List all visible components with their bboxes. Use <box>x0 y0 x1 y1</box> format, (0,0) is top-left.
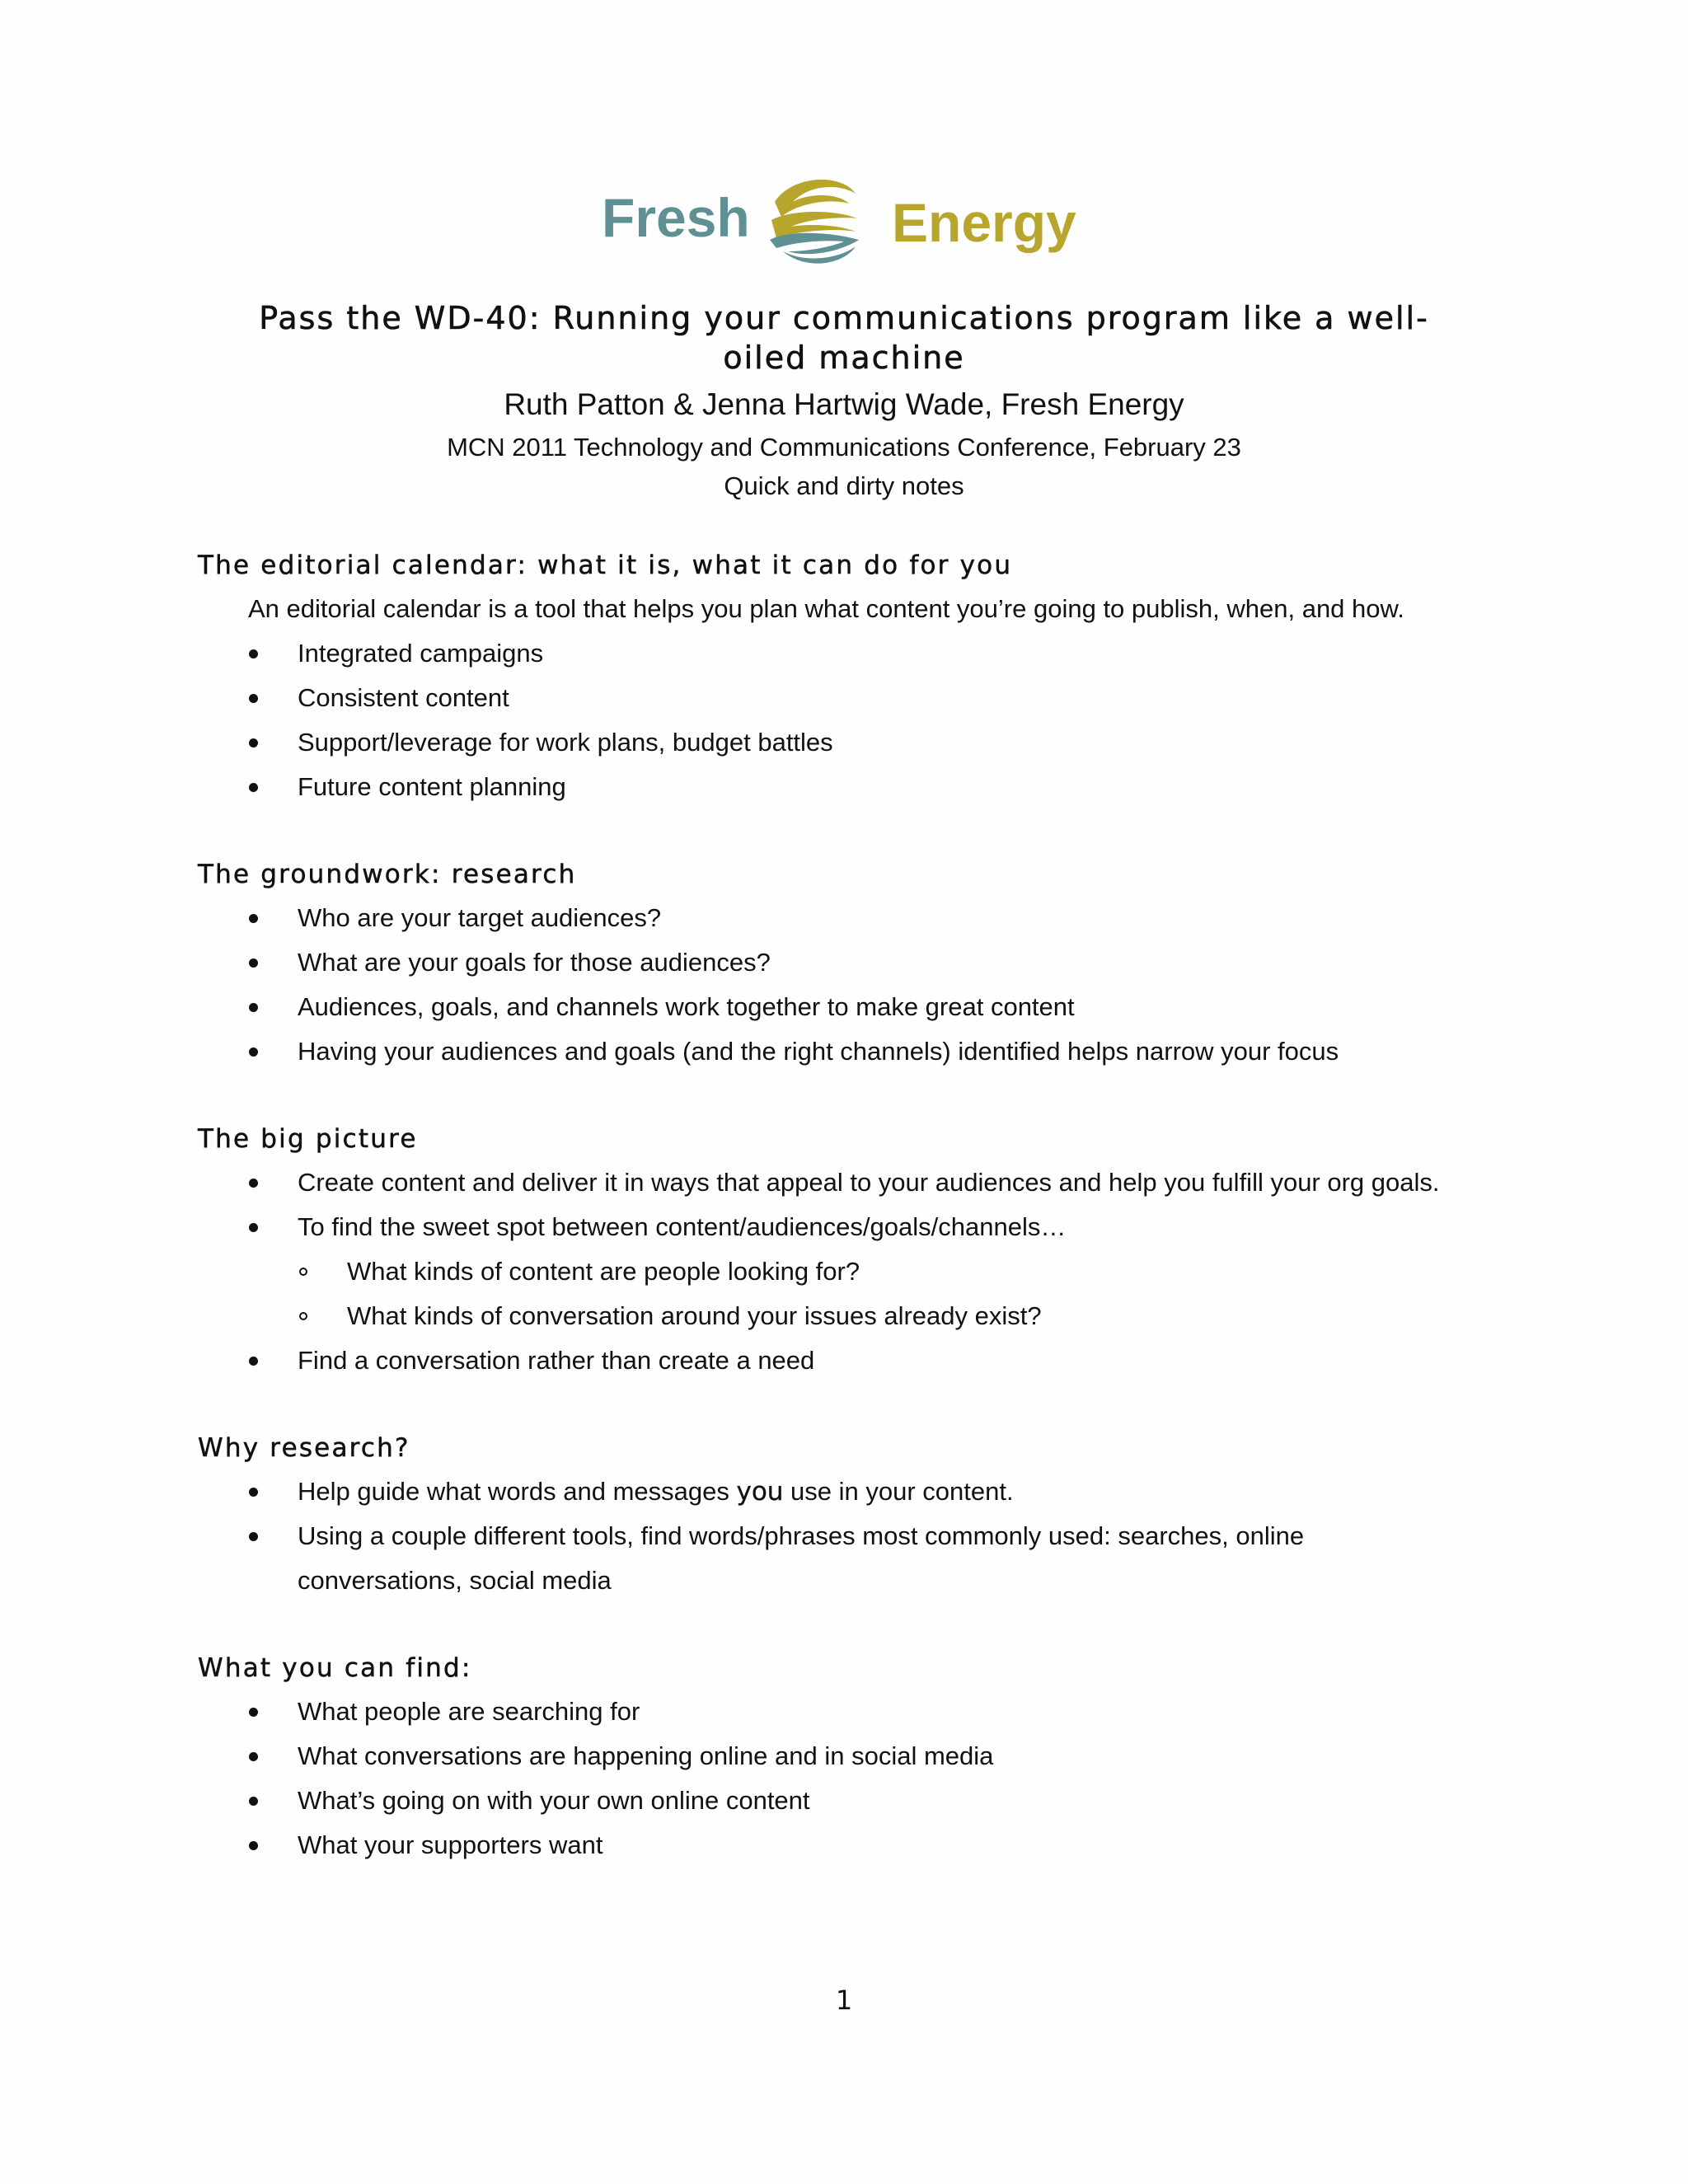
section-why-research <box>198 1427 1517 1603</box>
list-item-text: Who are your target audiences? <box>298 903 662 932</box>
page-number: 1 <box>835 1985 853 2016</box>
bullet-icon <box>249 738 258 748</box>
list-item <box>198 896 1517 940</box>
bullet-icon <box>249 1488 258 1497</box>
section-big-picture <box>198 1118 1517 1383</box>
section-heading: Why research? <box>198 1433 410 1463</box>
bullet-icon <box>249 914 258 923</box>
section-heading: The groundwork: research <box>198 860 577 889</box>
notes-subtitle: Quick and dirty notes <box>724 471 964 500</box>
list-item <box>198 985 1517 1029</box>
circle-bullet-icon <box>299 1312 307 1320</box>
list-item-text: To find the sweet spot between content/audiences/goals/channels… <box>298 1212 1067 1241</box>
bullet-icon <box>249 1797 258 1806</box>
bullet-icon <box>249 1047 258 1057</box>
bullet-icon <box>249 649 258 658</box>
bullet-icon <box>249 1532 258 1541</box>
list-item <box>198 1734 1517 1779</box>
bullet-icon <box>249 1752 258 1761</box>
sub-list-item-text: What kinds of conversation around your issues already exist? <box>347 1301 1042 1330</box>
title-block <box>0 298 1688 506</box>
list-item-text: What people are searching for <box>298 1697 640 1726</box>
bullet-icon <box>249 1003 258 1012</box>
bullet-icon <box>249 1223 258 1232</box>
list-item <box>198 1160 1517 1205</box>
list-item-text: Having your audiences and goals (and the right channels) identified helps narrow your focus <box>298 1037 1339 1066</box>
sub-list-item <box>298 1249 1517 1294</box>
list-item <box>198 1690 1517 1734</box>
conference-line: MCN 2011 Technology and Communications Conference, February 23 <box>447 433 1241 462</box>
document-authors: Ruth Patton & Jenna Hartwig Wade, Fresh Energy <box>504 387 1184 421</box>
list-item <box>198 1823 1517 1868</box>
list-item <box>198 631 1517 676</box>
emphasized-word: you <box>736 1477 784 1507</box>
logo-word-energy: Energy <box>892 192 1076 253</box>
bullet-list <box>198 1469 1517 1603</box>
list-item-text: Using a couple different tools, find words/phrases most commonly used: searches, online conversations, social media <box>298 1521 1305 1595</box>
list-item-text: Audiences, goals, and channels work together to make great content <box>298 992 1075 1021</box>
list-item <box>198 1779 1517 1823</box>
leaf-wave-emblem-icon <box>593 169 1104 268</box>
list-item-text: What’s going on with your own online content <box>298 1786 810 1815</box>
section-groundwork <box>198 853 1517 1074</box>
list-item <box>198 1514 1517 1603</box>
list-item <box>198 1338 1517 1383</box>
bullet-icon <box>249 1841 258 1850</box>
section-heading: The editorial calendar: what it is, what it can do for you <box>198 551 1013 580</box>
document-title: Pass the WD-40: Running your communications program like a well-oiled machine <box>259 300 1429 376</box>
bullet-icon <box>249 958 258 968</box>
list-item-text: Consistent content <box>298 683 509 712</box>
list-item-text-end: use in your content. <box>783 1477 1014 1506</box>
bullet-list <box>198 1690 1517 1868</box>
fresh-energy-logo <box>593 169 1104 268</box>
sub-list-item <box>298 1294 1517 1338</box>
list-item-text: Support/leverage for work plans, budget battles <box>298 728 833 757</box>
list-item <box>198 1205 1517 1338</box>
sub-list <box>298 1249 1517 1338</box>
bullet-icon <box>249 783 258 792</box>
logo-word-fresh: Fresh <box>602 187 750 248</box>
list-item-text: Create content and deliver it in ways that appeal to your audiences and help you fulfill your org goals. <box>298 1168 1440 1197</box>
list-item-text: Future content planning <box>298 772 566 801</box>
list-item <box>198 1469 1517 1514</box>
list-item <box>198 720 1517 765</box>
section-intro: An editorial calendar is a tool that helps you plan what content you’re going to publish, when, and how. <box>248 594 1404 623</box>
section-editorial-calendar <box>198 544 1517 809</box>
bullet-icon <box>249 694 258 703</box>
circle-bullet-icon <box>299 1268 307 1276</box>
sub-list-item-text: What kinds of content are people looking for? <box>347 1257 860 1286</box>
list-item-text: Integrated campaigns <box>298 639 544 668</box>
bullet-icon <box>249 1357 258 1366</box>
list-item-text: What are your goals for those audiences? <box>298 948 771 977</box>
bullet-list <box>198 1160 1517 1383</box>
bullet-list <box>198 631 1517 809</box>
section-what-you-can-find <box>198 1647 1517 1868</box>
list-item <box>198 940 1517 985</box>
list-item-text: Find a conversation rather than create a need <box>298 1346 815 1375</box>
bullet-list <box>198 896 1517 1074</box>
list-item <box>198 676 1517 720</box>
section-heading: The big picture <box>198 1124 418 1154</box>
bullet-icon <box>249 1708 258 1717</box>
list-item-text: Help guide what words and messages <box>298 1477 737 1506</box>
section-heading: What you can find: <box>198 1653 472 1683</box>
bullet-icon <box>249 1179 258 1188</box>
list-item-text: What your supporters want <box>298 1830 603 1859</box>
list-item <box>198 1029 1517 1074</box>
list-item-text: What conversations are happening online and in social media <box>298 1741 994 1770</box>
logo-emblem <box>770 180 859 264</box>
list-item <box>198 765 1517 809</box>
